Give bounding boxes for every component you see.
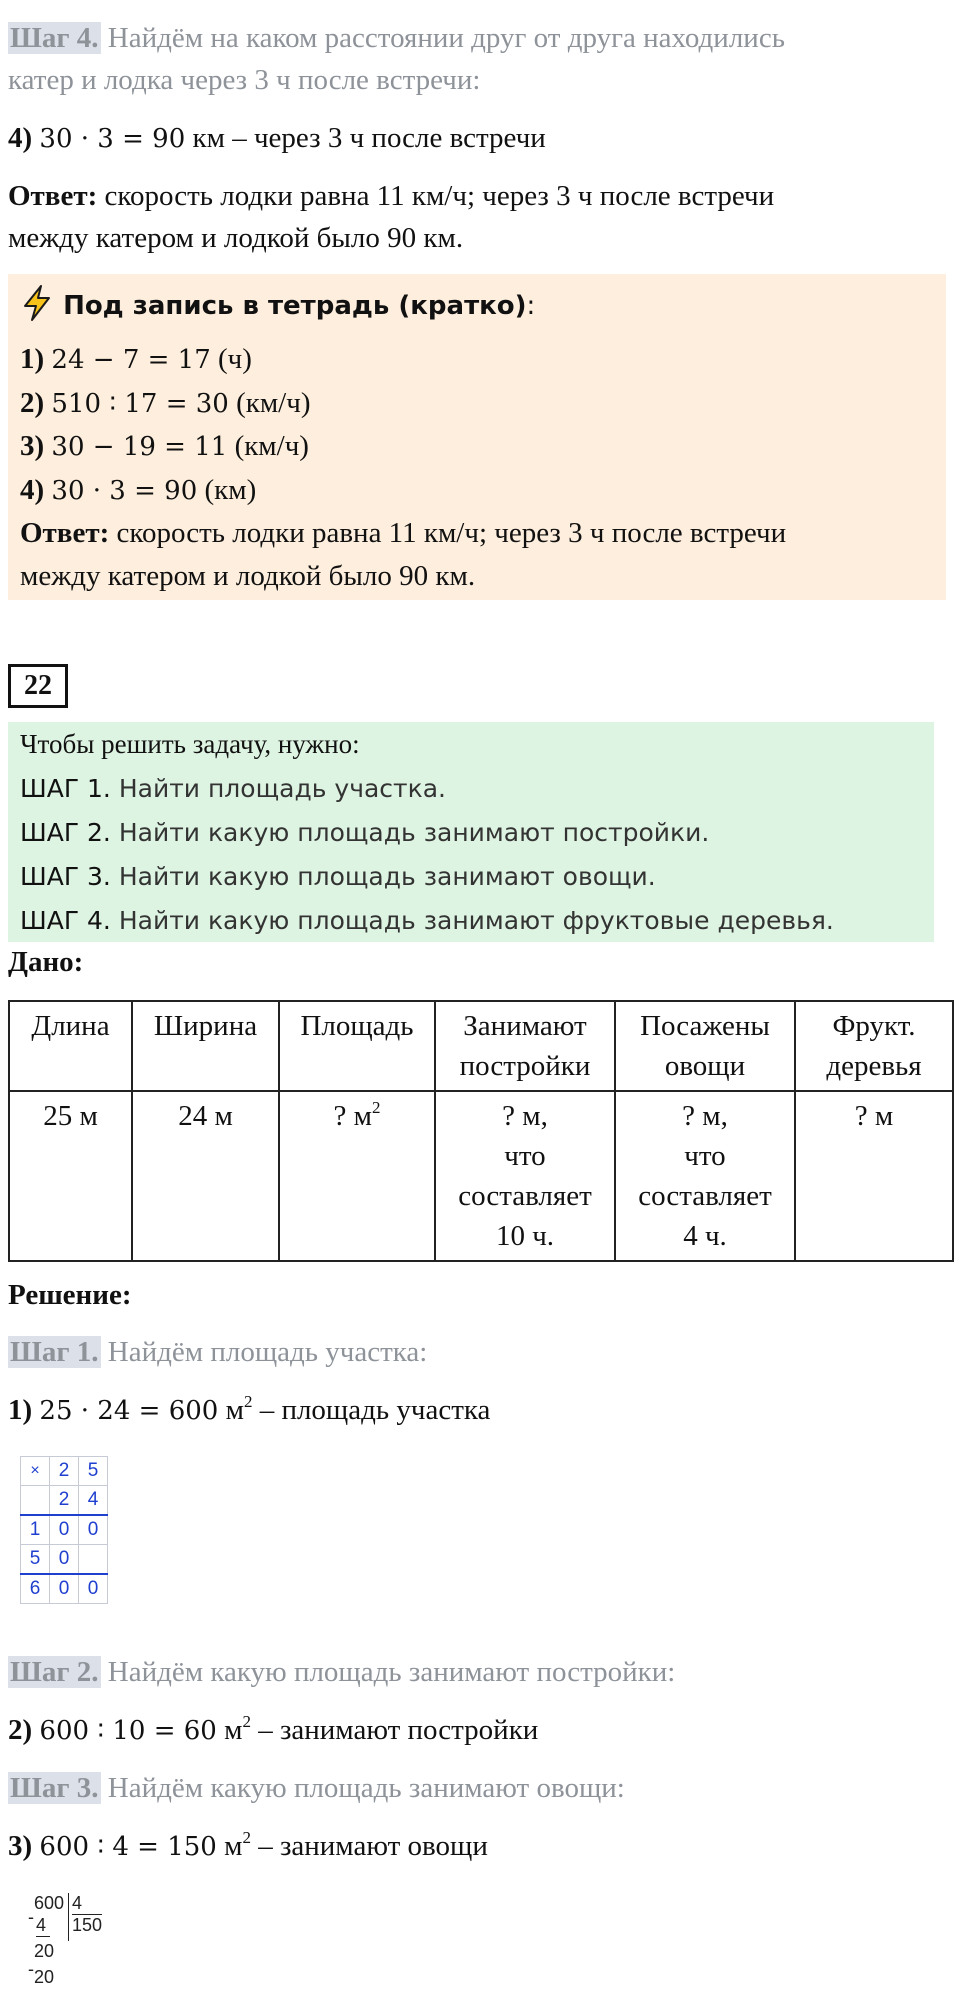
step-4-heading bbox=[8, 18, 952, 58]
header-area-text: Площадь bbox=[300, 1010, 414, 1042]
value-buildings-line-2: что bbox=[504, 1140, 546, 1172]
value-vegetables-line-4: 4 ч. bbox=[683, 1220, 727, 1252]
notebook-line-4-unit: (км) bbox=[197, 473, 257, 506]
plan-step-4 bbox=[20, 900, 834, 941]
task-number-box: 22 bbox=[8, 664, 68, 708]
mult-cell: 0 bbox=[50, 1515, 79, 1545]
calc-4-unit: км bbox=[185, 122, 225, 154]
ldiv-sub-2: 20 bbox=[34, 1967, 55, 1987]
header-length-text: Длина bbox=[31, 1010, 110, 1042]
notebook-line-3-expression: 30 − 19 = 11 bbox=[51, 432, 228, 462]
calc-2-expression: 600 ∶ 10 = 60 bbox=[39, 1716, 217, 1746]
given-label: Дано: bbox=[8, 946, 84, 978]
calc-2-unit: м bbox=[216, 1714, 243, 1746]
solution-plan-box bbox=[8, 722, 934, 942]
notebook-line-1-unit: (ч) bbox=[210, 343, 252, 375]
notebook-summary-box bbox=[8, 274, 946, 600]
calc-1-unit: м bbox=[218, 1394, 244, 1426]
plan-step-1-text: Найти площадь участка. bbox=[110, 774, 446, 803]
ldiv-rem-1: 20 bbox=[34, 1941, 55, 1961]
calc-1-description: – площадь участка bbox=[252, 1394, 491, 1426]
notebook-line-2-number: 2) bbox=[20, 386, 45, 419]
notebook-line-3-number: 3) bbox=[20, 430, 45, 462]
notebook-line-3-unit: (км/ч) bbox=[227, 430, 309, 462]
answer-line-2: между катером и лодкой было 90 км. bbox=[8, 222, 464, 254]
mult-cell bbox=[21, 1486, 50, 1516]
calc-3-expression: 600 ∶ 4 = 150 bbox=[39, 1832, 217, 1862]
header-buildings bbox=[435, 1001, 615, 1091]
mult-cell: 5 bbox=[79, 1457, 108, 1486]
plan-step-1 bbox=[20, 768, 446, 809]
calc-4-description: – через 3 ч после встречи bbox=[224, 122, 546, 154]
ldiv-dividend: 600 bbox=[34, 1893, 65, 1913]
calc-3-sup: 2 bbox=[242, 1828, 251, 1847]
mult-row-1 bbox=[21, 1457, 108, 1486]
plan-step-4-label: ШАГ 4. bbox=[20, 906, 111, 935]
ldiv-divisor: 4 bbox=[72, 1893, 102, 1915]
plan-step-1-label: ШАГ 1. bbox=[20, 774, 111, 803]
value-length bbox=[9, 1091, 132, 1261]
plan-step-2-text: Найти какую площадь занимают постройки. bbox=[110, 818, 710, 847]
calc-2-line bbox=[8, 1710, 952, 1751]
notebook-answer-label: Ответ: bbox=[20, 517, 110, 549]
step-1-text: Найдём площадь участка: bbox=[100, 1336, 428, 1368]
step-2-label: Шаг 2. bbox=[10, 1656, 99, 1688]
answer-line-1 bbox=[8, 176, 952, 216]
header-vegetables-text-2: овощи bbox=[664, 1050, 746, 1082]
notebook-line-1-expression: 24 − 7 = 17 bbox=[51, 345, 211, 375]
value-width-text: 24 м bbox=[178, 1100, 233, 1132]
header-width-text: Ширина bbox=[153, 1010, 258, 1042]
mult-cell: 0 bbox=[79, 1574, 108, 1604]
given-table-value-row bbox=[9, 1091, 953, 1261]
value-fruit-trees-text: ? м bbox=[854, 1100, 894, 1132]
ldiv-sub-1: 4 bbox=[36, 1915, 50, 1937]
mult-cell bbox=[79, 1545, 108, 1575]
mult-row-4 bbox=[21, 1545, 108, 1575]
value-area-main: ? м bbox=[333, 1100, 372, 1132]
ldiv-divisor-bracket bbox=[68, 1893, 71, 1941]
given-table-header-row bbox=[9, 1001, 953, 1091]
value-fruit-trees bbox=[795, 1091, 953, 1261]
notebook-answer-line-2: между катером и лодкой было 90 км. bbox=[20, 559, 476, 592]
calc-1-sup: 2 bbox=[243, 1392, 253, 1411]
step-2-heading bbox=[8, 1652, 952, 1692]
solution-label: Решение: bbox=[8, 1279, 132, 1311]
header-fruit-trees-text-1: Фрукт. bbox=[832, 1010, 916, 1042]
notebook-line-4-expression: 30 · 3 = 90 bbox=[51, 475, 198, 506]
calc-3-line bbox=[8, 1826, 952, 1867]
step-1-heading bbox=[8, 1332, 952, 1372]
header-vegetables bbox=[615, 1001, 795, 1091]
mult-cell: 0 bbox=[79, 1515, 108, 1545]
given-table bbox=[8, 1000, 954, 1262]
mult-row-3 bbox=[21, 1515, 108, 1545]
answer-text-1: скорость лодки равна 11 км/ч; через 3 ч после встречи bbox=[97, 180, 775, 212]
value-buildings-line-4: 10 ч. bbox=[495, 1220, 555, 1252]
long-division bbox=[28, 1893, 148, 2003]
mult-cell: 1 bbox=[21, 1515, 50, 1545]
header-vegetables-text-1: Посажены bbox=[640, 1010, 770, 1042]
notebook-line-1 bbox=[20, 338, 786, 382]
step-3-heading bbox=[8, 1768, 952, 1808]
notebook-line-2-expression: 510 ∶ 17 = 30 bbox=[51, 388, 229, 419]
notebook-answer-line-1 bbox=[20, 512, 786, 555]
solution-label-line bbox=[8, 1275, 952, 1315]
mult-row-5 bbox=[21, 1574, 108, 1604]
step-2-text: Найдём какую площадь занимают постройки: bbox=[100, 1656, 676, 1688]
value-buildings-line-3: составляет bbox=[458, 1180, 592, 1212]
notebook-line-2 bbox=[20, 382, 786, 426]
header-buildings-text-1: Занимают bbox=[463, 1010, 587, 1042]
step-4-text-line2: катер и лодка через 3 ч после встречи: bbox=[8, 64, 481, 96]
mult-cell: 5 bbox=[21, 1545, 50, 1575]
ldiv-minus-1: - bbox=[28, 1907, 34, 1927]
notebook-heading bbox=[20, 284, 535, 326]
plan-step-4-text: Найти какую площадь занимают фруктовые деревья. bbox=[110, 906, 834, 935]
step-4-label: Шаг 4. bbox=[10, 22, 99, 54]
notebook-answer-text-1: скорость лодки равна 11 км/ч; через 3 ч после встречи bbox=[109, 517, 787, 549]
value-area-text bbox=[284, 1096, 430, 1136]
calc-3-description: – занимают овощи bbox=[250, 1830, 488, 1862]
value-buildings bbox=[435, 1091, 615, 1261]
value-vegetables-line-3: составляет bbox=[638, 1180, 772, 1212]
calc-1-number: 1) bbox=[8, 1394, 33, 1426]
calc-3-number: 3) bbox=[8, 1830, 33, 1862]
plan-step-2-label: ШАГ 2. bbox=[20, 818, 111, 847]
mult-cell: 0 bbox=[50, 1574, 79, 1604]
notebook-lines bbox=[20, 338, 786, 597]
step-3-label: Шаг 3. bbox=[10, 1772, 99, 1804]
value-vegetables bbox=[615, 1091, 795, 1261]
calc-4-line bbox=[8, 118, 952, 159]
mult-cell: 6 bbox=[21, 1574, 50, 1604]
notebook-line-1-number: 1) bbox=[20, 343, 45, 375]
header-fruit-trees-text-2: деревья bbox=[826, 1050, 922, 1082]
notebook-line-4 bbox=[20, 469, 786, 513]
value-vegetables-line-2: что bbox=[684, 1140, 726, 1172]
value-length-text: 25 м bbox=[43, 1100, 98, 1132]
mult-operator: × bbox=[21, 1457, 50, 1486]
calc-4-number: 4) bbox=[8, 122, 33, 154]
ldiv-minus-2: - bbox=[28, 1959, 34, 1979]
plan-step-2 bbox=[20, 812, 709, 853]
calc-4-expression: 30 · 3 = 90 bbox=[39, 124, 186, 154]
mult-cell: 2 bbox=[50, 1457, 79, 1486]
notebook-line-4-number: 4) bbox=[20, 473, 45, 506]
header-width bbox=[132, 1001, 279, 1091]
calc-1-expression: 25 · 24 = 600 bbox=[39, 1396, 219, 1426]
step-1-label: Шаг 1. bbox=[10, 1336, 99, 1368]
header-fruit-trees bbox=[795, 1001, 953, 1091]
plan-step-3 bbox=[20, 856, 656, 897]
notebook-title-colon: : bbox=[526, 291, 536, 321]
plan-step-3-text: Найти какую площадь занимают овощи. bbox=[110, 862, 656, 891]
value-area-sup: 2 bbox=[371, 1098, 381, 1117]
plan-intro: Чтобы решить задачу, нужно: bbox=[20, 729, 360, 759]
header-area bbox=[279, 1001, 435, 1091]
multiplication-grid bbox=[20, 1456, 108, 1604]
step-3-text: Найдём какую площадь занимают овощи: bbox=[100, 1772, 625, 1804]
mult-row-2 bbox=[21, 1486, 108, 1516]
step-4-text: Найдём на каком расстоянии друг от друга находились bbox=[100, 22, 785, 54]
value-vegetables-line-1: ? м, bbox=[682, 1100, 728, 1132]
header-length bbox=[9, 1001, 132, 1091]
lightning-icon bbox=[20, 284, 54, 322]
value-area bbox=[279, 1091, 435, 1261]
notebook-line-2-unit: (км/ч) bbox=[228, 386, 311, 419]
plan-step-3-label: ШАГ 3. bbox=[20, 862, 111, 891]
ldiv-quotient: 150 bbox=[72, 1915, 103, 1935]
calc-1-line bbox=[8, 1390, 952, 1431]
value-width bbox=[132, 1091, 279, 1261]
calc-2-number: 2) bbox=[8, 1714, 33, 1746]
value-buildings-line-1: ? м, bbox=[502, 1100, 548, 1132]
calc-2-sup: 2 bbox=[242, 1712, 251, 1731]
calc-3-unit: м bbox=[216, 1830, 243, 1862]
mult-cell: 4 bbox=[79, 1486, 108, 1516]
notebook-line-3 bbox=[20, 425, 786, 469]
answer-label: Ответ: bbox=[8, 180, 98, 212]
header-buildings-text-2: постройки bbox=[459, 1050, 591, 1082]
mult-cell: 2 bbox=[50, 1486, 79, 1516]
notebook-title: Под запись в тетрадь (кратко) bbox=[63, 291, 527, 321]
calc-2-description: – занимают постройки bbox=[250, 1714, 539, 1746]
given-label-line bbox=[8, 942, 952, 982]
mult-cell: 0 bbox=[50, 1545, 79, 1575]
